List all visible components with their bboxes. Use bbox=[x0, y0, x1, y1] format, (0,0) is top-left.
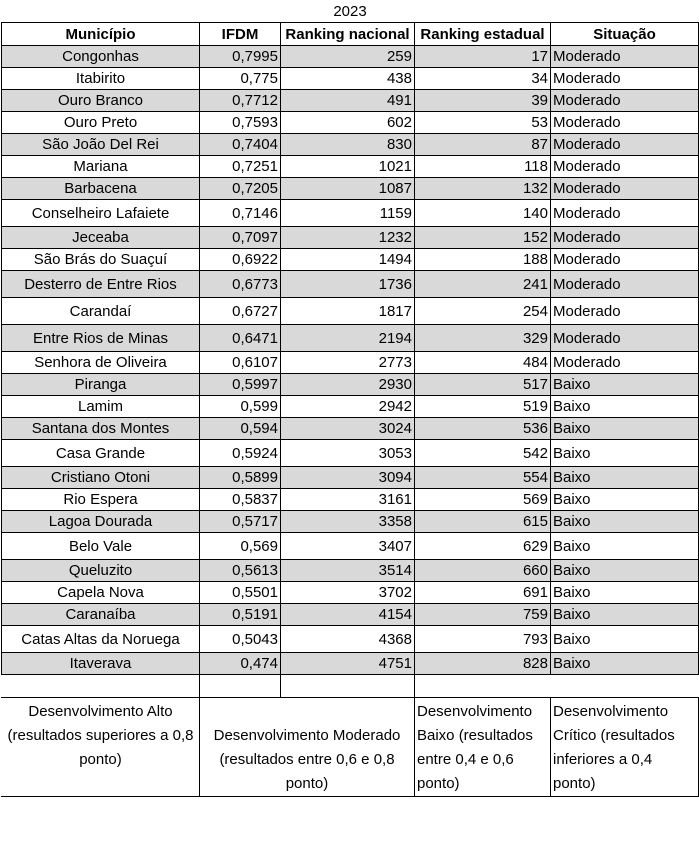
ranking-nacional-cell: 2773 bbox=[281, 352, 415, 374]
situacao-cell: Moderado bbox=[551, 134, 699, 156]
municipio-cell: Ouro Branco bbox=[2, 90, 200, 112]
ifdm-cell: 0,7205 bbox=[200, 178, 281, 200]
ifdm-cell: 0,7251 bbox=[200, 156, 281, 178]
ifdm-cell: 0,7593 bbox=[200, 112, 281, 134]
ranking-estadual-cell: 519 bbox=[415, 396, 551, 418]
ranking-nacional-cell: 491 bbox=[281, 90, 415, 112]
ranking-estadual-cell: 188 bbox=[415, 249, 551, 271]
ranking-nacional-cell: 3024 bbox=[281, 418, 415, 440]
situacao-cell: Baixo bbox=[551, 374, 699, 396]
ranking-nacional-cell: 4751 bbox=[281, 653, 415, 675]
ifdm-cell: 0,599 bbox=[200, 396, 281, 418]
situacao-cell: Moderado bbox=[551, 249, 699, 271]
municipio-cell: Caranaíba bbox=[2, 604, 200, 626]
ifdm-cell: 0,5613 bbox=[200, 560, 281, 582]
table-row bbox=[2, 653, 699, 675]
table-row bbox=[2, 626, 699, 653]
situacao-cell: Moderado bbox=[551, 90, 699, 112]
blank-row bbox=[2, 675, 699, 698]
municipio-cell: Ouro Preto bbox=[2, 112, 200, 134]
header-ranking-nacional: Ranking nacional bbox=[281, 23, 415, 46]
municipio-cell: Desterro de Entre Rios bbox=[2, 271, 200, 298]
ifdm-cell: 0,5924 bbox=[200, 440, 281, 467]
municipio-cell: Queluzito bbox=[2, 560, 200, 582]
ranking-estadual-cell: 536 bbox=[415, 418, 551, 440]
ifdm-cell: 0,594 bbox=[200, 418, 281, 440]
ifdm-cell: 0,6922 bbox=[200, 249, 281, 271]
table-row bbox=[2, 227, 699, 249]
ranking-estadual-cell: 629 bbox=[415, 533, 551, 560]
ranking-nacional-cell: 3702 bbox=[281, 582, 415, 604]
ifdm-cell: 0,6727 bbox=[200, 298, 281, 325]
municipio-cell: Lamim bbox=[2, 396, 200, 418]
table-row bbox=[2, 352, 699, 374]
situacao-cell: Moderado bbox=[551, 46, 699, 68]
municipio-cell: Catas Altas da Noruega bbox=[2, 626, 200, 653]
ranking-estadual-cell: 53 bbox=[415, 112, 551, 134]
ranking-estadual-cell: 87 bbox=[415, 134, 551, 156]
ifdm-cell: 0,5899 bbox=[200, 467, 281, 489]
municipio-cell: Conselheiro Lafaiete bbox=[2, 200, 200, 227]
ranking-estadual-cell: 554 bbox=[415, 467, 551, 489]
situacao-cell: Moderado bbox=[551, 298, 699, 325]
ranking-nacional-cell: 1021 bbox=[281, 156, 415, 178]
ifdm-cell: 0,6471 bbox=[200, 325, 281, 352]
table-row bbox=[2, 396, 699, 418]
ifdm-cell: 0,6107 bbox=[200, 352, 281, 374]
ranking-estadual-cell: 828 bbox=[415, 653, 551, 675]
ranking-estadual-cell: 542 bbox=[415, 440, 551, 467]
ifdm-cell: 0,5043 bbox=[200, 626, 281, 653]
municipio-cell: Itaverava bbox=[2, 653, 200, 675]
header-ranking-estadual: Ranking estadual bbox=[415, 23, 551, 46]
ifdm-cell: 0,5191 bbox=[200, 604, 281, 626]
ranking-estadual-cell: 569 bbox=[415, 489, 551, 511]
situacao-cell: Baixo bbox=[551, 653, 699, 675]
ifdm-cell: 0,7995 bbox=[200, 46, 281, 68]
situacao-cell: Moderado bbox=[551, 200, 699, 227]
ranking-nacional-cell: 438 bbox=[281, 68, 415, 90]
municipio-cell: Jeceaba bbox=[2, 227, 200, 249]
table-body bbox=[2, 46, 699, 675]
table-row bbox=[2, 134, 699, 156]
legend-moderado: Desenvolvimento Moderado (resultados entre 0,6 e 0,8 ponto) bbox=[200, 698, 415, 797]
municipio-cell: Cristiano Otoni bbox=[2, 467, 200, 489]
ranking-nacional-cell: 3514 bbox=[281, 560, 415, 582]
table-row bbox=[2, 560, 699, 582]
situacao-cell: Baixo bbox=[551, 560, 699, 582]
ifdm-cell: 0,5837 bbox=[200, 489, 281, 511]
ifdm-cell: 0,7712 bbox=[200, 90, 281, 112]
table-row bbox=[2, 112, 699, 134]
table-row bbox=[2, 440, 699, 467]
table-row bbox=[2, 249, 699, 271]
municipio-cell: Rio Espera bbox=[2, 489, 200, 511]
municipio-cell: Itabirito bbox=[2, 68, 200, 90]
ranking-estadual-cell: 517 bbox=[415, 374, 551, 396]
ranking-nacional-cell: 602 bbox=[281, 112, 415, 134]
ifdm-cell: 0,7097 bbox=[200, 227, 281, 249]
ifdm-cell: 0,7404 bbox=[200, 134, 281, 156]
table-row bbox=[2, 68, 699, 90]
ifdm-cell: 0,5997 bbox=[200, 374, 281, 396]
ranking-nacional-cell: 3407 bbox=[281, 533, 415, 560]
situacao-cell: Baixo bbox=[551, 582, 699, 604]
legend-row bbox=[2, 698, 699, 797]
ranking-estadual-cell: 660 bbox=[415, 560, 551, 582]
ranking-nacional-cell: 259 bbox=[281, 46, 415, 68]
municipio-cell: Piranga bbox=[2, 374, 200, 396]
ranking-nacional-cell: 3161 bbox=[281, 489, 415, 511]
situacao-cell: Baixo bbox=[551, 440, 699, 467]
situacao-cell: Moderado bbox=[551, 112, 699, 134]
ranking-nacional-cell: 1159 bbox=[281, 200, 415, 227]
year-row bbox=[2, 0, 699, 23]
situacao-cell: Baixo bbox=[551, 533, 699, 560]
situacao-cell: Moderado bbox=[551, 178, 699, 200]
table-row bbox=[2, 604, 699, 626]
ranking-nacional-cell: 1736 bbox=[281, 271, 415, 298]
table-row bbox=[2, 46, 699, 68]
ranking-nacional-cell: 1817 bbox=[281, 298, 415, 325]
ranking-nacional-cell: 1494 bbox=[281, 249, 415, 271]
table-row bbox=[2, 374, 699, 396]
ranking-nacional-cell: 4368 bbox=[281, 626, 415, 653]
situacao-cell: Baixo bbox=[551, 489, 699, 511]
table-row bbox=[2, 90, 699, 112]
legend-alto: Desenvolvimento Alto (resultados superiores a 0,8 ponto) bbox=[2, 698, 200, 797]
ranking-estadual-cell: 691 bbox=[415, 582, 551, 604]
ranking-nacional-cell: 3358 bbox=[281, 511, 415, 533]
situacao-cell: Moderado bbox=[551, 352, 699, 374]
table-row bbox=[2, 467, 699, 489]
municipio-cell: Mariana bbox=[2, 156, 200, 178]
ranking-nacional-cell: 2194 bbox=[281, 325, 415, 352]
ranking-estadual-cell: 241 bbox=[415, 271, 551, 298]
header-municipio: Município bbox=[2, 23, 200, 46]
situacao-cell: Moderado bbox=[551, 156, 699, 178]
situacao-cell: Baixo bbox=[551, 604, 699, 626]
municipio-cell: Barbacena bbox=[2, 178, 200, 200]
municipio-cell: Senhora de Oliveira bbox=[2, 352, 200, 374]
ifdm-cell: 0,569 bbox=[200, 533, 281, 560]
municipio-cell: Lagoa Dourada bbox=[2, 511, 200, 533]
ifdm-cell: 0,5717 bbox=[200, 511, 281, 533]
table-row bbox=[2, 200, 699, 227]
ifdm-cell: 0,775 bbox=[200, 68, 281, 90]
ranking-estadual-cell: 34 bbox=[415, 68, 551, 90]
ranking-estadual-cell: 152 bbox=[415, 227, 551, 249]
situacao-cell: Moderado bbox=[551, 68, 699, 90]
ranking-estadual-cell: 39 bbox=[415, 90, 551, 112]
municipio-cell: Santana dos Montes bbox=[2, 418, 200, 440]
ranking-estadual-cell: 140 bbox=[415, 200, 551, 227]
municipio-cell: Capela Nova bbox=[2, 582, 200, 604]
table-row bbox=[2, 418, 699, 440]
municipio-cell: Belo Vale bbox=[2, 533, 200, 560]
situacao-cell: Baixo bbox=[551, 511, 699, 533]
legend-baixo: Desenvolvimento Baixo (resultados entre 0,4 e 0,6 ponto) bbox=[415, 698, 551, 797]
ranking-estadual-cell: 17 bbox=[415, 46, 551, 68]
situacao-cell: Baixo bbox=[551, 396, 699, 418]
ranking-nacional-cell: 1087 bbox=[281, 178, 415, 200]
situacao-cell: Moderado bbox=[551, 271, 699, 298]
situacao-cell: Baixo bbox=[551, 467, 699, 489]
ranking-estadual-cell: 118 bbox=[415, 156, 551, 178]
ifdm-cell: 0,474 bbox=[200, 653, 281, 675]
situacao-cell: Moderado bbox=[551, 227, 699, 249]
ifdm-table bbox=[1, 0, 699, 797]
ranking-estadual-cell: 484 bbox=[415, 352, 551, 374]
ranking-estadual-cell: 329 bbox=[415, 325, 551, 352]
municipio-cell: São Brás do Suaçuí bbox=[2, 249, 200, 271]
ifdm-cell: 0,5501 bbox=[200, 582, 281, 604]
ranking-nacional-cell: 4154 bbox=[281, 604, 415, 626]
municipio-cell: Carandaí bbox=[2, 298, 200, 325]
ranking-nacional-cell: 2942 bbox=[281, 396, 415, 418]
table-row bbox=[2, 156, 699, 178]
ranking-nacional-cell: 1232 bbox=[281, 227, 415, 249]
table-row bbox=[2, 298, 699, 325]
header-row bbox=[2, 23, 699, 46]
ranking-estadual-cell: 132 bbox=[415, 178, 551, 200]
ranking-nacional-cell: 2930 bbox=[281, 374, 415, 396]
ranking-estadual-cell: 759 bbox=[415, 604, 551, 626]
table-row bbox=[2, 178, 699, 200]
header-ifdm: IFDM bbox=[200, 23, 281, 46]
table-row bbox=[2, 533, 699, 560]
situacao-cell: Baixo bbox=[551, 418, 699, 440]
legend-critico: Desenvolvimento Crítico (resultados inferiores a 0,4 ponto) bbox=[551, 698, 699, 797]
table-row bbox=[2, 582, 699, 604]
ifdm-cell: 0,7146 bbox=[200, 200, 281, 227]
table-row bbox=[2, 511, 699, 533]
municipio-cell: Casa Grande bbox=[2, 440, 200, 467]
ranking-nacional-cell: 830 bbox=[281, 134, 415, 156]
ranking-estadual-cell: 254 bbox=[415, 298, 551, 325]
table-row bbox=[2, 271, 699, 298]
situacao-cell: Moderado bbox=[551, 325, 699, 352]
municipio-cell: Congonhas bbox=[2, 46, 200, 68]
ranking-estadual-cell: 615 bbox=[415, 511, 551, 533]
ifdm-cell: 0,6773 bbox=[200, 271, 281, 298]
municipio-cell: Entre Rios de Minas bbox=[2, 325, 200, 352]
table-row bbox=[2, 325, 699, 352]
ranking-estadual-cell: 793 bbox=[415, 626, 551, 653]
year-label: 2023 bbox=[333, 2, 367, 20]
header-situacao: Situação bbox=[551, 23, 699, 46]
ranking-nacional-cell: 3053 bbox=[281, 440, 415, 467]
table-row bbox=[2, 489, 699, 511]
municipio-cell: São João Del Rei bbox=[2, 134, 200, 156]
situacao-cell: Baixo bbox=[551, 626, 699, 653]
ranking-nacional-cell: 3094 bbox=[281, 467, 415, 489]
